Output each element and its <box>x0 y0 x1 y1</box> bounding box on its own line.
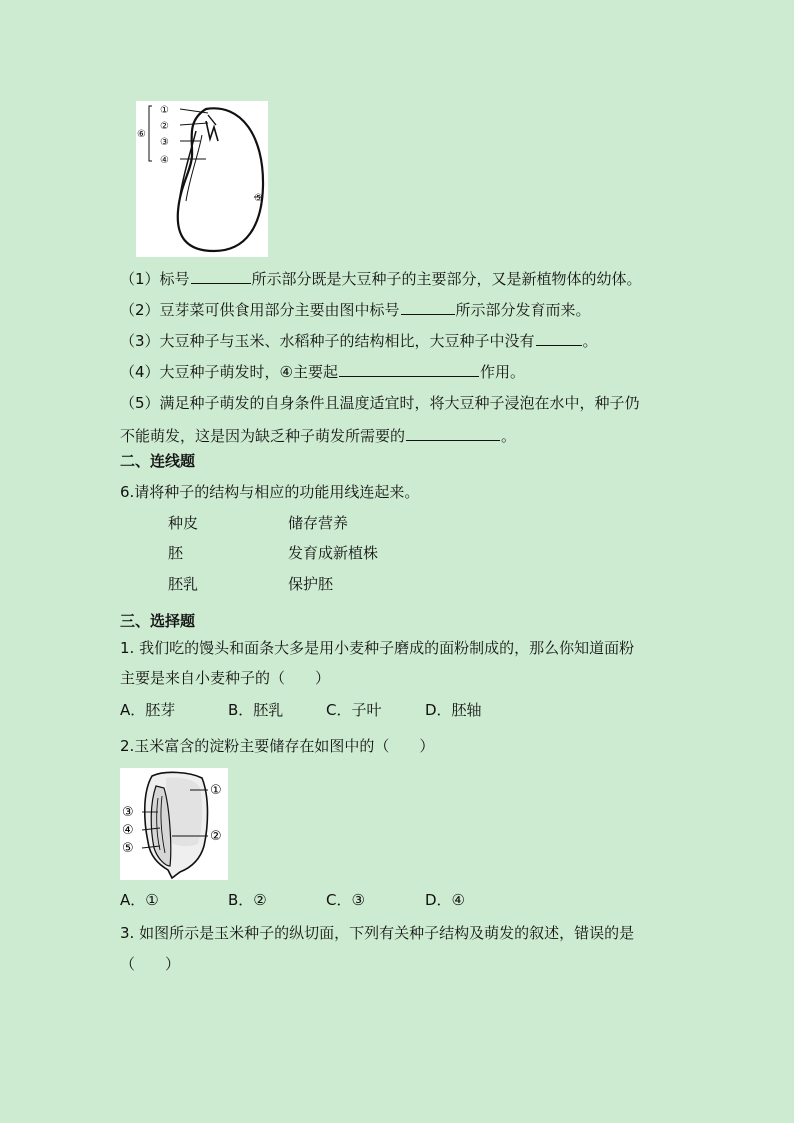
label-2: ② <box>160 121 169 132</box>
q3-line2: （ ） <box>120 955 181 973</box>
q5-item-3 <box>120 330 598 351</box>
q5-item-4 <box>120 361 525 382</box>
match-left-1: 种皮 <box>168 514 199 532</box>
q1-option-a: A．胚芽 <box>120 701 176 719</box>
q1-line1: 1. 我们吃的馒头和面条大多是用小麦种子磨成的面粉制成的，那么你知道面粉 <box>120 639 635 657</box>
label-6: ⑥ <box>137 129 146 140</box>
q5-item-5-line1 <box>120 393 640 413</box>
q5-item-5-text-c: 。 <box>501 427 517 445</box>
match-right-2: 发育成新植株 <box>288 544 379 562</box>
soybean-seed-figure <box>136 101 268 257</box>
match-right-3: 保护胚 <box>288 575 334 593</box>
q5-item-4-text-b: 作用。 <box>480 363 526 381</box>
section-2-heading: 二、连线题 <box>120 452 196 470</box>
section-2-question: 6.请将种子的结构与相应的功能用线连起来。 <box>120 483 420 501</box>
q3-line1: 3. 如图所示是玉米种子的纵切面，下列有关种子结构及萌发的叙述，错误的是 <box>120 924 635 942</box>
q1-line2: 主要是来自小麦种子的（ ） <box>120 669 331 687</box>
match-left-2: 胚 <box>168 544 184 562</box>
q2-option-b: B．② <box>228 891 267 909</box>
q2-option-c: C．③ <box>326 891 365 909</box>
q5-item-4-text-a: （4）大豆种子萌发时，④主要起 <box>120 363 338 381</box>
label-4: ④ <box>160 155 169 166</box>
corn-label-2: ② <box>210 829 222 844</box>
q5-item-5-line2 <box>120 425 516 446</box>
q2-option-d: D．④ <box>425 891 465 909</box>
q1-option-b: B．胚乳 <box>228 701 284 719</box>
label-3: ③ <box>160 137 169 148</box>
corn-seed-diagram <box>120 768 228 880</box>
q5-item-2-text-b: 所示部分发育而来。 <box>455 301 591 319</box>
label-5: ⑤ <box>254 193 263 204</box>
match-left-3: 胚乳 <box>168 575 199 593</box>
q1-option-c: C．子叶 <box>326 701 382 719</box>
answer-blank <box>339 361 479 377</box>
q5-item-1 <box>120 268 642 289</box>
corn-label-4: ④ <box>122 823 134 838</box>
answer-blank <box>536 330 582 346</box>
q5-item-3-text-b: 。 <box>582 332 598 350</box>
q5-item-2-text-a: （2）豆芽菜可供食用部分主要由图中标号 <box>120 301 400 319</box>
q5-item-2 <box>120 299 591 320</box>
q5-item-1-text-a: （1）标号 <box>120 270 190 288</box>
corn-seed-figure <box>120 768 228 880</box>
q2-text: 2.玉米富含的淀粉主要储存在如图中的（ ） <box>120 737 435 755</box>
answer-blank <box>406 425 500 441</box>
q1-option-d: D．胚轴 <box>425 701 482 719</box>
q5-item-5-text-a: （5）满足种子萌发的自身条件且温度适宜时，将大豆种子浸泡在水中，种子仍 <box>120 394 640 412</box>
q2-option-a: A．① <box>120 891 159 909</box>
q5-item-5-text-b: 不能萌发，这是因为缺乏种子萌发所需要的 <box>120 427 406 445</box>
corn-label-5: ⑤ <box>122 841 134 856</box>
match-right-1: 储存营养 <box>288 514 349 532</box>
answer-blank <box>401 299 455 315</box>
q5-item-3-text-a: （3）大豆种子与玉米、水稻种子的结构相比，大豆种子中没有 <box>120 332 535 350</box>
answer-blank <box>191 268 251 284</box>
soybean-seed-diagram <box>136 101 268 257</box>
corn-label-1: ① <box>210 783 222 798</box>
corn-label-3: ③ <box>122 805 134 820</box>
q5-item-1-text-b: 所示部分既是大豆种子的主要部分，又是新植物体的幼体。 <box>251 270 642 288</box>
section-3-heading: 三、选择题 <box>120 612 196 630</box>
label-1: ① <box>160 105 169 116</box>
